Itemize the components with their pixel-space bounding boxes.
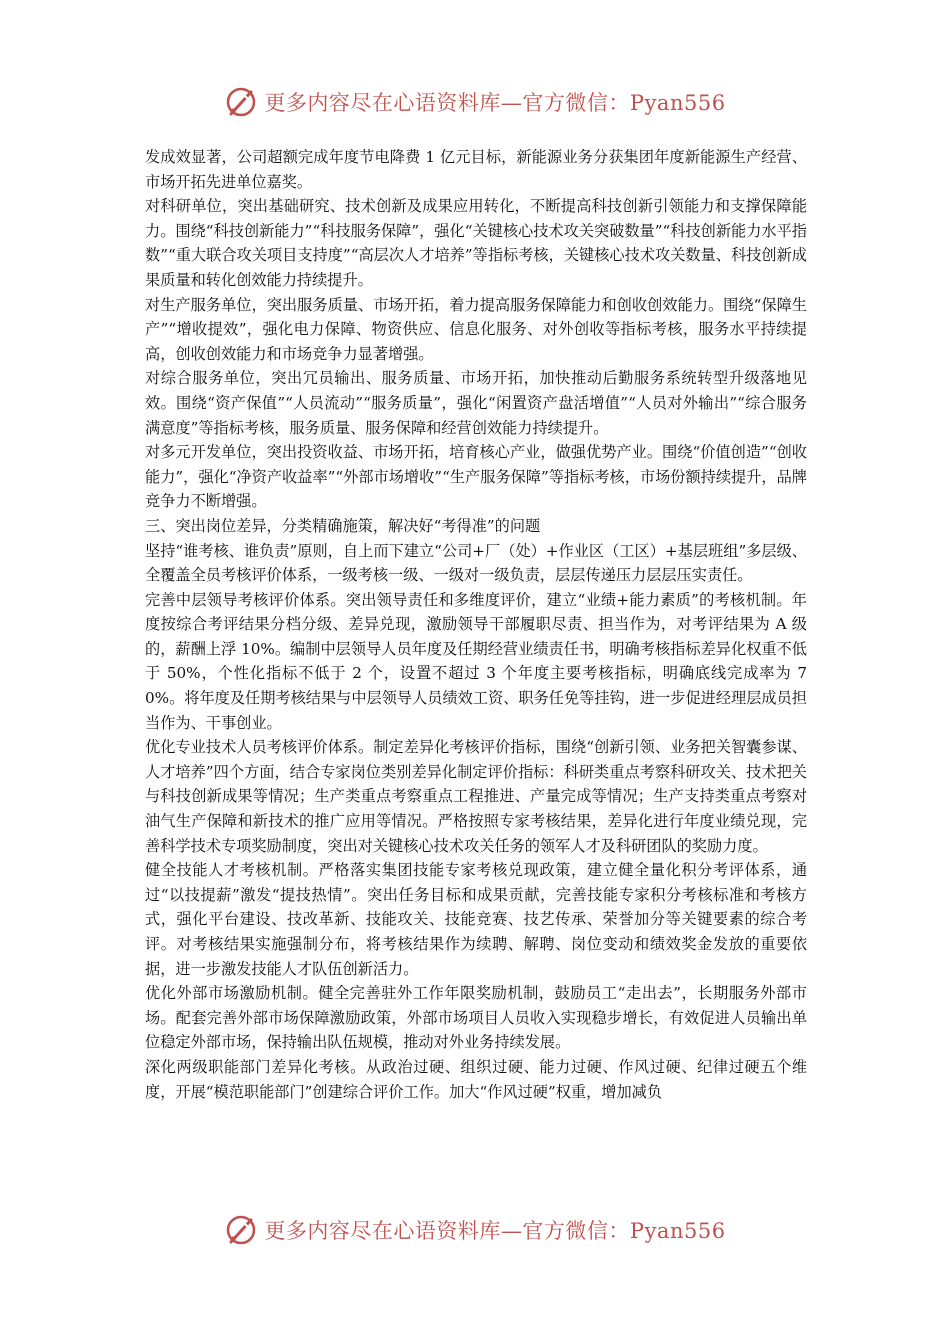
paragraph: 优化专业技术人员考核评价体系。制定差异化考核评价指标，围绕“创新引领、业务把关智囊参谋、人才培养”四个方面，结合专家岗位类别差异化制定评价指标：科研类重点考察科研攻关、技术把关与科技创新成果等情况；生产类重点考察重点工程推进、产量完成等情况；生产支持类重点考察对油气生产保障和新技术的推广应用等情况。严格按照专家考核结果，差异化进行年度业绩兑现，完善科学技术专项奖励制度，突出对关键核心技术攻关任务的领军人才及科研团队的奖励力度。 <box>145 738 807 855</box>
paragraph: 对多元开发单位，突出投资收益、市场开拓，培育核心产业，做强优势产业。围绕“价值创造”“创收能力”，强化“净资产收益率”“外部市场增收”“生产服务保障”等指标考核，市场份额持续提升，品牌竞争力不断增强。 <box>145 443 807 511</box>
paragraph: 深化两级职能部门差异化考核。从政治过硬、组织过硬、能力过硬、作风过硬、纪律过硬五个维度，开展“模范职能部门”创建综合评价工作。加大“作风过硬”权重，增加减负 <box>145 1057 807 1101</box>
paragraph: 发成效显著，公司超额完成年度节电降费 1 亿元目标，新能源业务分获集团年度新能源生产经营、市场开拓先进单位嘉奖。 <box>145 148 807 191</box>
paragraph: 坚持“谁考核、谁负责”原则，自上而下建立“公司+厂（处）+作业区（工区）+基层班组”多层级、全覆盖全员考核评价体系，一级考核一级、一级对一级负责，层层传递压力层层压实责任。 <box>145 541 807 585</box>
paragraph: 优化外部市场激励机制。健全完善驻外工作年限奖励机制，鼓励员工“走出去”，长期服务外部市场。配套完善外部市场保障激励政策，外部市场项目人员收入实现稳步增长，有效促进人员输出单位稳定外部市场，保持输出队伍规模，推动对外业务持续发展。 <box>145 984 807 1052</box>
paragraph: 对生产服务单位，突出服务质量、市场开拓，着力提高服务保障能力和创收创效能力。围绕“保障生产”“增收提效”，强化电力保障、物资供应、信息化服务、对外创收等指标考核，服务水平持续提高，创收创效能力和市场竞争力显著增强。 <box>145 295 807 363</box>
section-heading: 三、突出岗位差异，分类精确施策，解决好“考得准”的问题 <box>145 516 541 535</box>
watermark-text: 更多内容尽在心语资料库—官方微信：Pyan556 <box>264 1219 726 1243</box>
paragraph: 完善中层领导考核评价体系。突出领导责任和多维度评价，建立“业绩+能力素质”的考核机制。年度按综合考评结果分档分级、差异兑现，激励领导干部履职尽责、担当作为，对考评结果为 A 级的，薪酬上浮 10%。编制中层领导人员年度及任期经营业绩责任书，明确考核指标差异化权重不低于 50%，个性化指标不低于 2 个，设置不超过 3 个年度主要考核指标，明确底线完成率为 70%。将年度及任期考核结果与中层领导人员绩效工资、职务任免等挂钩，进一步促进经理层成员担当作为、干事创业。 <box>145 590 807 732</box>
paragraph: 对科研单位，突出基础研究、技术创新及成果应用转化，不断提高科技创新引领能力和支撑保障能力。围绕“科技创新能力”“科技服务保障”，强化“关键核心技术攻关突破数量”“科技创新能力水平指数”“重大联合攻关项目支持度”“高层次人才培养”等指标考核，关键核心技术攻关数量、科技创新成果质量和转化创效能力持续提升。 <box>145 197 807 289</box>
pen-logo-icon <box>224 1213 258 1247</box>
paragraph: 对综合服务单位，突出冗员输出、服务质量、市场开拓，加快推动后勤服务系统转型升级落地见效。围绕“资产保值”“人员流动”“服务质量”，强化“闲置资产盘活增值”“人员对外输出”“综合服务满意度”等指标考核，服务质量、服务保障和经营创效能力持续提升。 <box>145 369 807 437</box>
pen-logo-icon <box>224 85 258 119</box>
paragraph: 健全技能人才考核机制。严格落实集团技能专家考核兑现政策，建立健全量化积分考评体系，通过“以技提薪”激发“提技热情”。突出任务目标和成果贡献，完善技能专家积分考核标准和考核方式，强化平台建设、技改革新、技能攻关、技能竞赛、技艺传承、荣誉加分等关键要素的综合考评。对考核结果实施强制分布，将考核结果作为续聘、解聘、岗位变动和绩效奖金发放的重要依据，进一步激发技能人才队伍创新活力。 <box>145 861 807 978</box>
header-watermark-banner <box>0 82 950 122</box>
watermark-text: 更多内容尽在心语资料库—官方微信：Pyan556 <box>264 91 726 115</box>
document-body <box>145 145 807 1104</box>
footer-watermark-banner <box>0 1210 950 1250</box>
